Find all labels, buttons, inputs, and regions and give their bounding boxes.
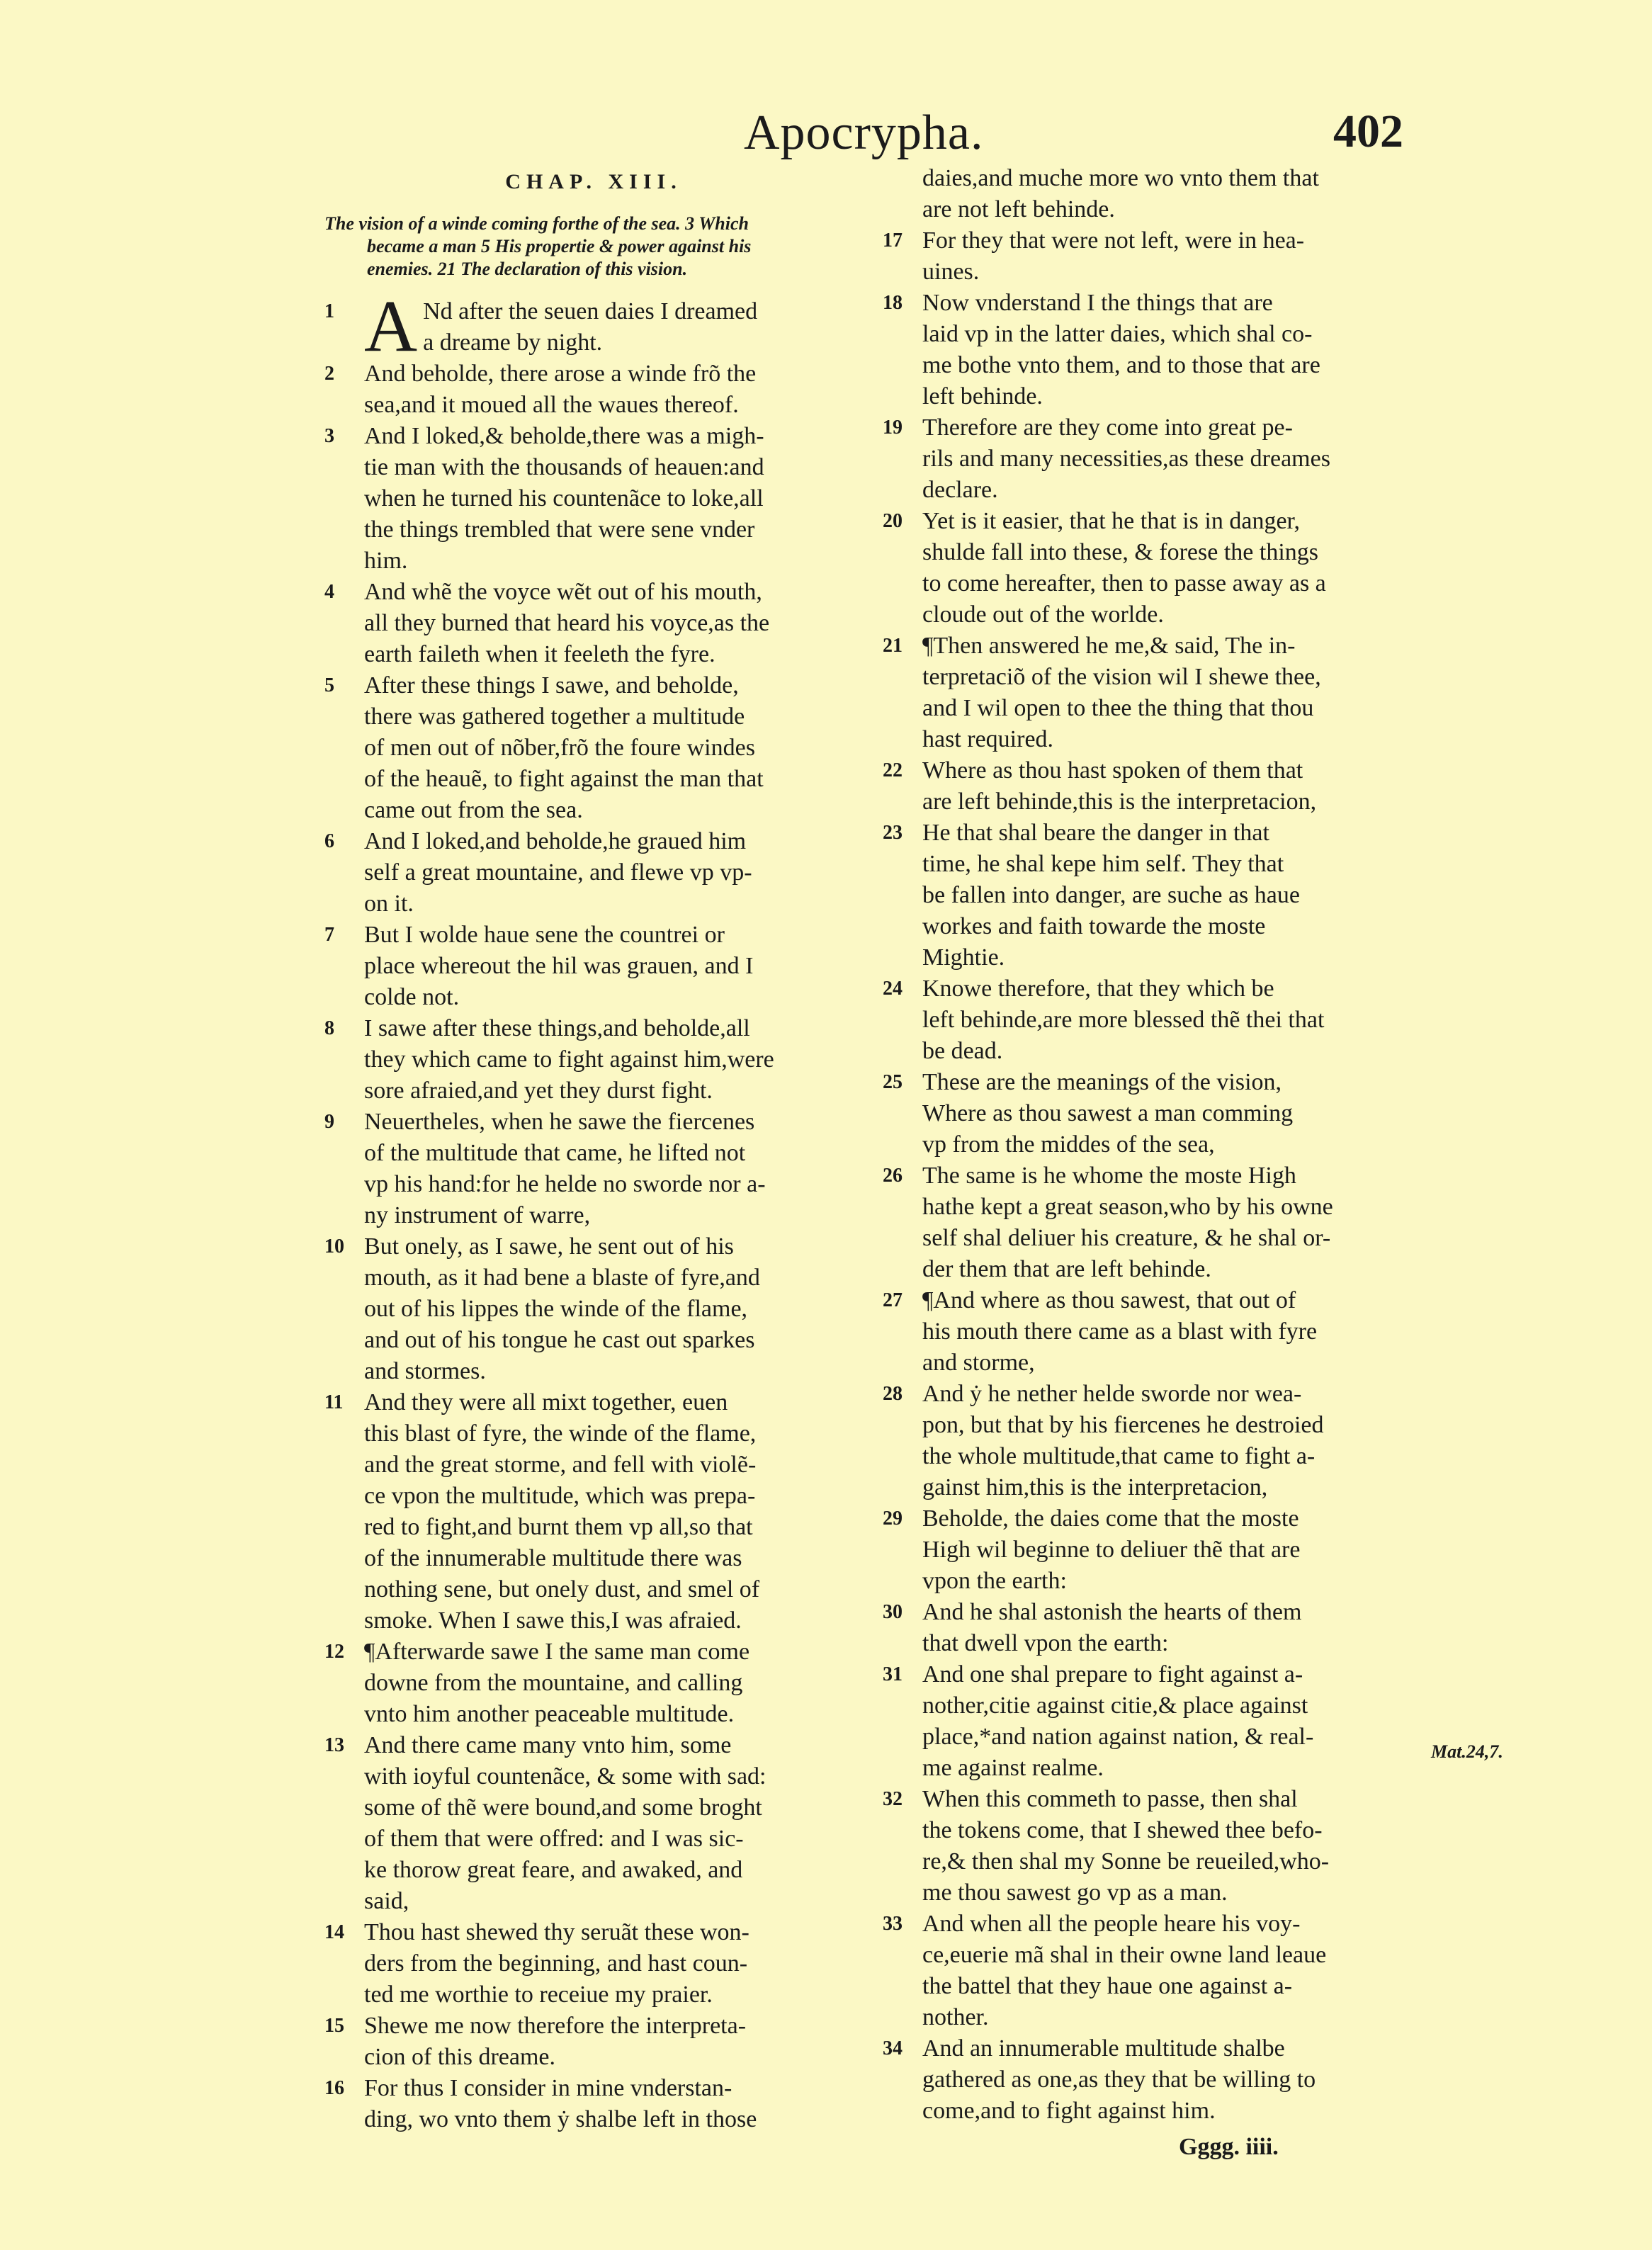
verse-line: And one shal prepare to fight against a- bbox=[922, 1661, 1303, 1688]
verse-number: 12 bbox=[324, 1641, 344, 1663]
verse-number: 11 bbox=[324, 1391, 344, 1413]
verse-number: 21 bbox=[883, 635, 903, 657]
verse bbox=[883, 225, 1421, 288]
verse-line: are not left behinde. bbox=[922, 196, 1115, 222]
verse-line: me bothe vnto them, and to those that are bbox=[922, 352, 1320, 378]
verse-number: 33 bbox=[883, 1913, 903, 1935]
verse-line: ted me worthie to receiue my praier. bbox=[364, 1982, 713, 2008]
verse-number: 8 bbox=[324, 1017, 334, 1039]
verse-line: of the innumerable multitude there was bbox=[364, 1545, 742, 1571]
verse-line: Nd after the seuen daies I dreamed bbox=[423, 298, 758, 324]
verse-number: 16 bbox=[324, 2077, 344, 2099]
verse-line: time, he shal kepe him self. They that bbox=[922, 851, 1284, 877]
verse bbox=[324, 577, 863, 670]
verse-line: said, bbox=[364, 1888, 409, 1914]
verse bbox=[883, 1909, 1421, 2033]
verse bbox=[883, 755, 1421, 818]
verse bbox=[324, 286, 863, 367]
verse-line: ny instrument of warre, bbox=[364, 1202, 591, 1228]
verse-line: and I wil open to thee the thing that thou bbox=[922, 695, 1314, 721]
verse-line: his mouth there came as a blast with fyre bbox=[922, 1318, 1318, 1345]
verse-line: place,*and nation against nation, & real- bbox=[922, 1724, 1314, 1750]
verse-number: 4 bbox=[324, 581, 334, 603]
verse-line: come,and to fight against him. bbox=[922, 2098, 1216, 2124]
verse-line: And ẏ he nether helde sworde nor wea- bbox=[922, 1381, 1302, 1407]
verse-line: self shal deliuer his creature, & he shal or- bbox=[922, 1225, 1331, 1251]
verse-line: der them that are left behinde. bbox=[922, 1256, 1211, 1282]
verse-line: Thou hast shewed thy seruãt these won- bbox=[364, 1919, 749, 1945]
verse-line: gainst him,this is the interpretacion, bbox=[922, 1474, 1268, 1500]
verse bbox=[324, 920, 863, 1013]
verse-number: 9 bbox=[324, 1111, 334, 1133]
verse-line: that dwell vpon the earth: bbox=[922, 1630, 1169, 1656]
verse-line: the tokens come, that I shewed thee befo- bbox=[922, 1817, 1323, 1843]
verse-line: laid vp in the latter daies, which shal co- bbox=[922, 321, 1313, 347]
verse-line: be fallen into danger, are suche as haue bbox=[922, 882, 1300, 908]
verse-line: when he turned his countenãce to loke,all bbox=[364, 485, 764, 511]
verse bbox=[883, 2033, 1421, 2127]
verse-line: Where as thou sawest a man comming bbox=[922, 1100, 1294, 1126]
verse-line: self a great mountaine, and flewe vp vp- bbox=[364, 859, 752, 886]
verse-number: 29 bbox=[883, 1508, 903, 1530]
verse-line: I sawe after these things,and beholde,all bbox=[364, 1015, 750, 1041]
verse-number: 10 bbox=[324, 1236, 344, 1257]
verse-line: declare. bbox=[922, 477, 998, 503]
verse-line: and out of his tongue he cast out sparkes bbox=[364, 1327, 755, 1353]
verse-line: And I loked,& beholde,there was a migh- bbox=[364, 423, 764, 449]
verse-line: be dead. bbox=[922, 1038, 1003, 1064]
verse-line: sea,and it moued all the waues thereof. bbox=[364, 392, 739, 418]
verse-line: For thus I consider in mine vnderstan- bbox=[364, 2075, 732, 2101]
verse-line: re,& then shal my Sonne be reueiled,who- bbox=[922, 1848, 1330, 1875]
verse-line: all they burned that heard his voyce,as the bbox=[364, 610, 770, 636]
verse-line: smoke. When I sawe this,I was afraied. bbox=[364, 1607, 742, 1634]
verse bbox=[883, 631, 1421, 755]
verse-line: vp his hand:for he helde no sworde nor a- bbox=[364, 1171, 766, 1197]
drop-initial-letter: A bbox=[364, 286, 418, 367]
verse-line: ce,euerie mã shal in their owne land leaue bbox=[922, 1942, 1327, 1968]
verse-line: ke thorow great feare, and awaked, and bbox=[364, 1857, 743, 1883]
verse-line: are left behinde,this is the interpretacion, bbox=[922, 788, 1317, 815]
verse-line: hathe kept a great season,who by his owne bbox=[922, 1194, 1333, 1220]
verse-line: vp from the middes of the sea, bbox=[922, 1131, 1215, 1158]
verse bbox=[883, 1503, 1421, 1597]
verse-line: me thou sawest go vp as a man. bbox=[922, 1879, 1228, 1906]
verse-line: to come hereafter, then to passe away as a bbox=[922, 570, 1326, 597]
verse-line: downe from the mountaine, and calling bbox=[364, 1670, 743, 1696]
verse-line: place whereout the hil was grauen, and I bbox=[364, 953, 754, 979]
running-title: Apocrypha. bbox=[744, 106, 984, 160]
verse-line: me against realme. bbox=[922, 1755, 1104, 1781]
verse-line: And he shal astonish the hearts of them bbox=[922, 1599, 1302, 1625]
verse-number: 3 bbox=[324, 425, 334, 447]
verse bbox=[324, 826, 863, 920]
verse bbox=[883, 412, 1421, 506]
verse-number: 14 bbox=[324, 1921, 344, 1943]
verse-number: 5 bbox=[324, 674, 334, 696]
verse-line: And they were all mixt together, euen bbox=[364, 1389, 728, 1415]
verse-line: the whole multitude,that came to fight a- bbox=[922, 1443, 1316, 1469]
verse-number: 25 bbox=[883, 1071, 903, 1093]
verse-line: Mightie. bbox=[922, 944, 1005, 971]
verse-line: a dreame by night. bbox=[423, 329, 603, 356]
verse bbox=[883, 818, 1421, 973]
verse bbox=[883, 1160, 1421, 1285]
verse-line: Yet is it easier, that he that is in danger, bbox=[922, 508, 1300, 534]
verse-line: there was gathered together a multitude bbox=[364, 703, 745, 730]
verse-line: And whẽ the voyce wẽt out of his mouth, bbox=[364, 579, 762, 605]
verse-line: ders from the beginning, and hast coun- bbox=[364, 1950, 748, 1977]
verse-number: 27 bbox=[883, 1289, 903, 1311]
verse-number: 32 bbox=[883, 1788, 903, 1810]
verse bbox=[324, 2073, 863, 2135]
verse-number: 2 bbox=[324, 363, 334, 385]
verse-line: Now vnderstand I the things that are bbox=[922, 290, 1273, 316]
verse-line: and storme, bbox=[922, 1350, 1035, 1376]
verse-line: Shewe me now therefore the interpreta- bbox=[364, 2013, 747, 2039]
verse-line: vnto him another peaceable multitude. bbox=[364, 1701, 735, 1727]
verse-number: 18 bbox=[883, 292, 903, 314]
verse-line: nothing sene, but onely dust, and smel of bbox=[364, 1576, 760, 1602]
verse-number: 24 bbox=[883, 978, 903, 1000]
verse-line: on it. bbox=[364, 891, 414, 917]
verse bbox=[883, 1067, 1421, 1160]
verse-number: 34 bbox=[883, 2037, 903, 2059]
verse-number: 28 bbox=[883, 1383, 903, 1405]
verse-line: with ioyful countenãce, & some with sad: bbox=[364, 1763, 766, 1790]
verse-line: nother,citie against citie,& place against bbox=[922, 1692, 1308, 1719]
verse-line: left behinde,are more blessed thẽ thei that bbox=[922, 1007, 1325, 1033]
verse bbox=[883, 973, 1421, 1067]
verse bbox=[324, 2011, 863, 2073]
verse-line: daies,and muche more wo vnto them that bbox=[922, 165, 1319, 191]
verse-line: ¶Then answered he me,& said, The in- bbox=[922, 633, 1296, 659]
verse-line: this blast of fyre, the winde of the flame, bbox=[364, 1420, 757, 1447]
verse-number: 13 bbox=[324, 1734, 344, 1756]
verse-line: For they that were not left, were in hea- bbox=[922, 227, 1305, 254]
verse-line: and stormes. bbox=[364, 1358, 486, 1384]
verse-number: 7 bbox=[324, 924, 334, 946]
verse-line: These are the meanings of the vision, bbox=[922, 1069, 1282, 1095]
verse-line: But onely, as I sawe, he sent out of his bbox=[364, 1233, 734, 1260]
verse-line: vpon the earth: bbox=[922, 1568, 1067, 1594]
verse-line: tie man with the thousands of heauen:and bbox=[364, 454, 764, 480]
verse-line: nother. bbox=[922, 2004, 989, 2030]
verse bbox=[883, 288, 1421, 412]
verse bbox=[324, 1231, 863, 1387]
left-verse-list bbox=[324, 286, 863, 2135]
verse-line: red to fight,and burnt them vp all,so that bbox=[364, 1514, 753, 1540]
verse bbox=[883, 1659, 1421, 1784]
verse-number: 20 bbox=[883, 510, 903, 532]
verse-number: 26 bbox=[883, 1165, 903, 1187]
verse-line: After these things I sawe, and beholde, bbox=[364, 672, 739, 699]
verse-line: He that shal beare the danger in that bbox=[922, 820, 1269, 846]
verse-line: and the great storme, and fell with violẽ- bbox=[364, 1452, 757, 1478]
verse-line: High wil beginne to deliuer thẽ that are bbox=[922, 1537, 1301, 1563]
verse-line: left behinde. bbox=[922, 383, 1043, 409]
verse-line: rils and many necessities,as these dreames bbox=[922, 446, 1330, 472]
verse-line: came out from the sea. bbox=[364, 797, 583, 823]
verse-line: cion of this dreame. bbox=[364, 2044, 556, 2070]
verse-line: When this commeth to passe, then shal bbox=[922, 1786, 1298, 1812]
verse-number: 1 bbox=[324, 300, 334, 322]
verse-number: 31 bbox=[883, 1663, 903, 1685]
verse-line: out of his lippes the winde of the flame, bbox=[364, 1296, 748, 1322]
verse bbox=[324, 1013, 863, 1107]
verse-line: earth faileth when it feeleth the fyre. bbox=[364, 641, 715, 667]
verse-line: colde not. bbox=[364, 984, 460, 1010]
verse-line: Where as thou hast spoken of them that bbox=[922, 757, 1303, 784]
verse-line: And when all the people heare his voy- bbox=[922, 1911, 1301, 1937]
verse-line: cloude out of the worlde. bbox=[922, 601, 1164, 628]
verse bbox=[324, 1636, 863, 1730]
verse-line: Neuertheles, when he sawe the fiercenes bbox=[364, 1109, 755, 1135]
verse-line: hast required. bbox=[922, 726, 1054, 752]
verse-number: 17 bbox=[883, 230, 903, 251]
verse-number: 6 bbox=[324, 830, 334, 852]
verse-line: the battel that they haue one against a- bbox=[922, 1973, 1293, 1999]
chapter-summary bbox=[324, 213, 863, 281]
verse-line: ce vpon the multitude, which was prepa- bbox=[364, 1483, 756, 1509]
verse-line: workes and faith towarde the moste bbox=[922, 913, 1266, 939]
summary-line: The vision of a winde coming forthe of the sea. 3 Which bbox=[324, 213, 749, 234]
page-number: 402 bbox=[1333, 106, 1403, 157]
verse-line: ding, wo vnto them ẏ shalbe left in those bbox=[364, 2106, 757, 2132]
verse-line: Beholde, the daies come that the moste bbox=[922, 1505, 1299, 1532]
verse bbox=[883, 1597, 1421, 1659]
margin-cross-reference: Mat.24,7. bbox=[1431, 1741, 1503, 1762]
verse bbox=[324, 1730, 863, 1917]
verse-line: And there came many vnto him, some bbox=[364, 1732, 732, 1758]
verse bbox=[883, 1285, 1421, 1379]
verse-number: 23 bbox=[883, 822, 903, 844]
verse-line: And beholde, there arose a winde frõ the bbox=[364, 361, 757, 387]
verse bbox=[324, 1917, 863, 2011]
verse-line: they which came to fight against him,were bbox=[364, 1046, 774, 1073]
verse-line: ¶And where as thou sawest, that out of bbox=[922, 1287, 1296, 1313]
verse bbox=[883, 1784, 1421, 1909]
verse-number: 19 bbox=[883, 417, 903, 439]
verse-line: pon, but that by his fiercenes he destroied bbox=[922, 1412, 1324, 1438]
chapter-heading: CHAP. XIII. bbox=[505, 170, 682, 193]
verse-number: 22 bbox=[883, 759, 903, 781]
verse bbox=[324, 1107, 863, 1231]
verse-line: him. bbox=[364, 548, 408, 574]
verse-line: of them that were offred: and I was sic- bbox=[364, 1826, 744, 1852]
verse-line: shulde fall into these, & forese the things bbox=[922, 539, 1318, 565]
verse-line: And an innumerable multitude shalbe bbox=[922, 2035, 1285, 2062]
verse-line: mouth, as it had bene a blaste of fyre,and bbox=[364, 1265, 760, 1291]
verse bbox=[324, 670, 863, 826]
verse bbox=[883, 506, 1421, 631]
verse-line: And I loked,and beholde,he graued him bbox=[364, 828, 747, 854]
verse bbox=[324, 1387, 863, 1636]
verse-line: Knowe therefore, that they which be bbox=[922, 976, 1274, 1002]
verse-line: sore afraied,and yet they durst fight. bbox=[364, 1078, 713, 1104]
verse-number: 30 bbox=[883, 1601, 903, 1623]
verse-line: of men out of nõber,frõ the foure windes bbox=[364, 735, 755, 761]
verse-line: ¶Afterwarde sawe I the same man come bbox=[364, 1639, 750, 1665]
verse-line: uines. bbox=[922, 259, 980, 285]
verse-number: 15 bbox=[324, 2015, 344, 2037]
right-verse-list bbox=[883, 163, 1421, 2127]
verse-line: gathered as one,as they that be willing to bbox=[922, 2067, 1316, 2093]
verse-line: terpretaciõ of the vision wil I shewe thee, bbox=[922, 664, 1321, 690]
verse-line: the things trembled that were sene vnder bbox=[364, 516, 755, 543]
left-column bbox=[324, 163, 863, 2135]
verse-line: of the heauẽ, to fight against the man that bbox=[364, 766, 764, 792]
verse-line: But I wolde haue sene the countrei or bbox=[364, 922, 725, 948]
verse bbox=[883, 163, 1421, 225]
summary-line: became a man 5 His propertie & power against his bbox=[367, 236, 752, 256]
right-column bbox=[883, 163, 1421, 2127]
verse-line: Therefore are they come into great pe- bbox=[922, 414, 1293, 441]
signature-mark: Gggg. iiii. bbox=[1179, 2134, 1279, 2160]
verse-line: some of thẽ were bound,and some broght bbox=[364, 1794, 762, 1821]
verse-line: The same is he whome the moste High bbox=[922, 1163, 1296, 1189]
verse bbox=[324, 358, 863, 421]
verse-line: of the multitude that came, he lifted not bbox=[364, 1140, 746, 1166]
summary-line: enemies. 21 The declaration of this vision. bbox=[367, 259, 688, 279]
verse bbox=[883, 1379, 1421, 1503]
verse bbox=[324, 421, 863, 577]
